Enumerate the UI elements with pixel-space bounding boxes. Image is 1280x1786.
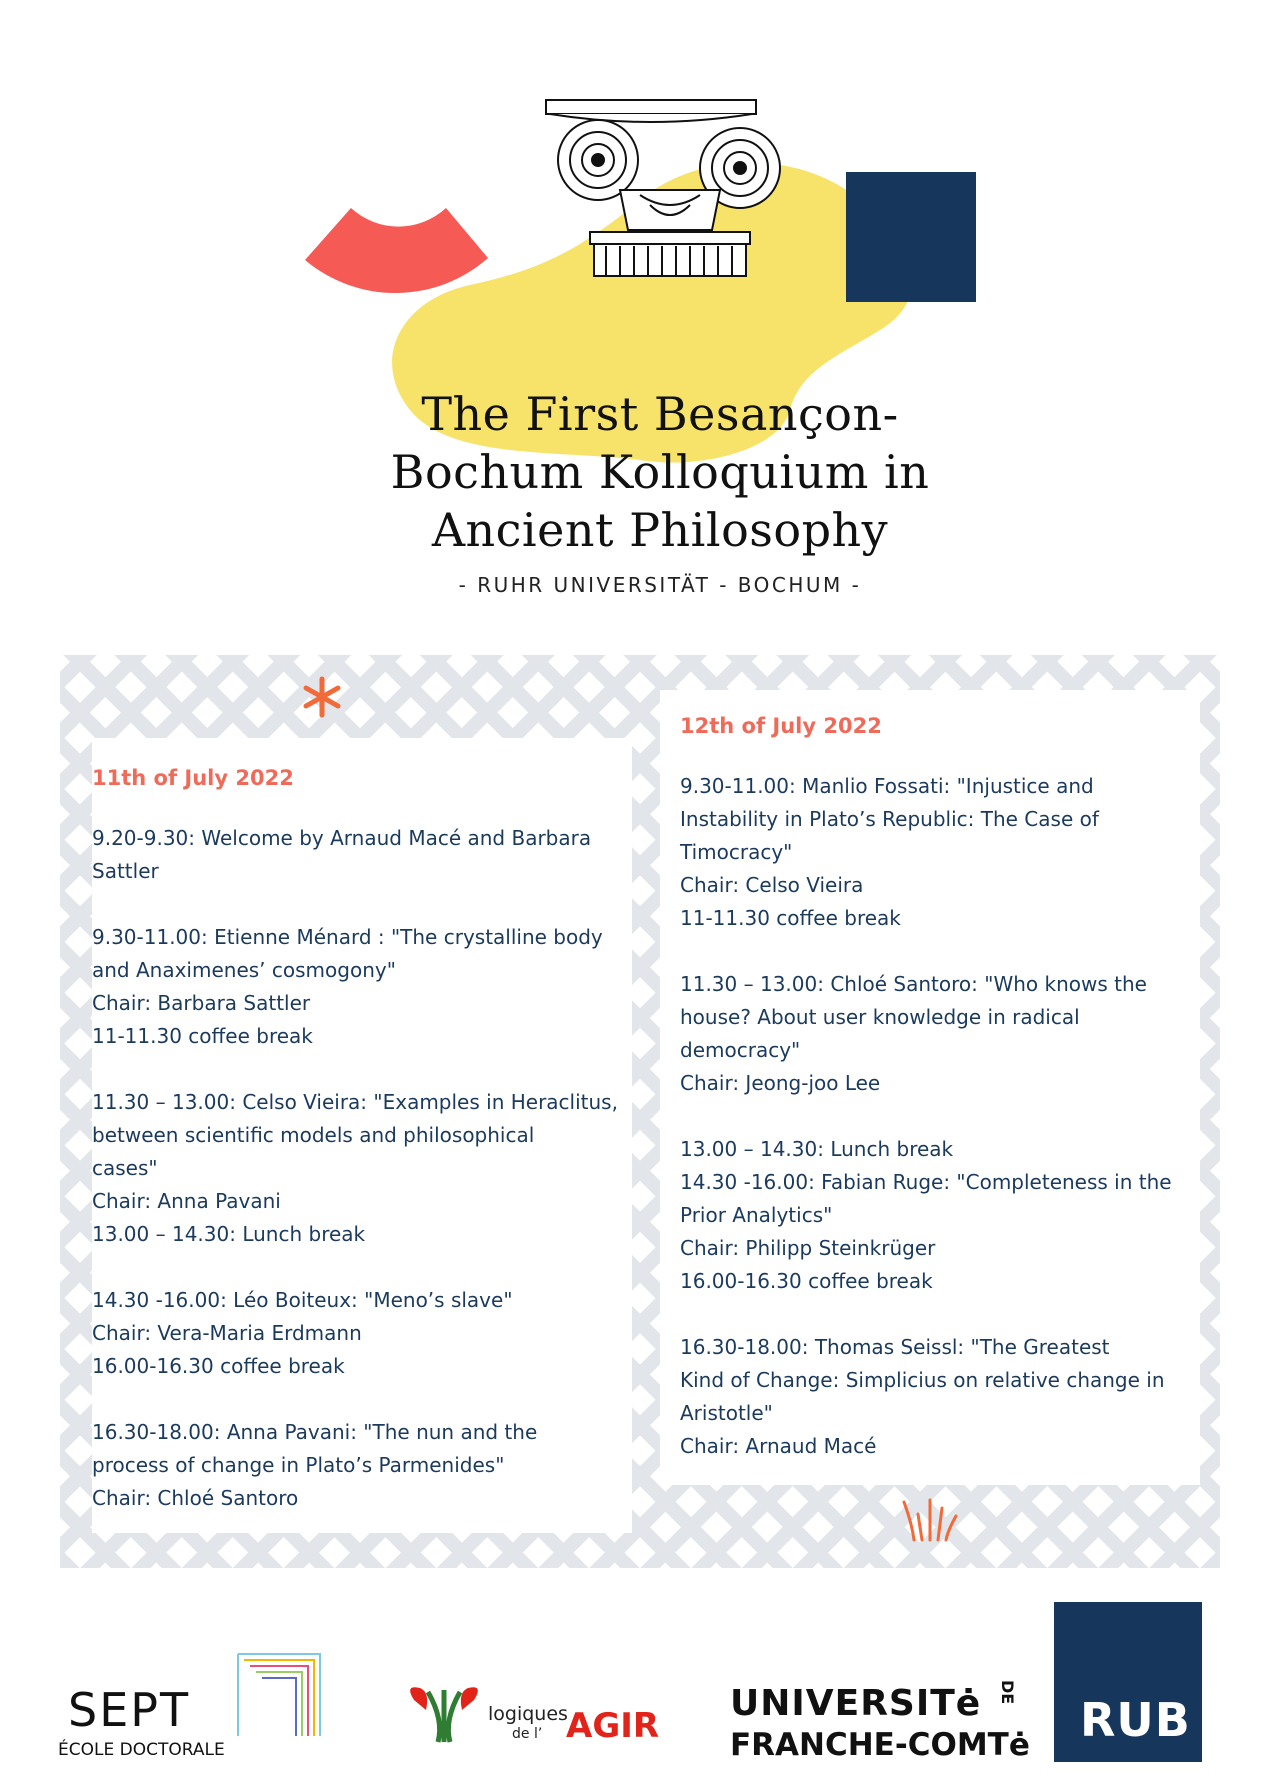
session-line: 11-11.30 coffee break	[680, 906, 901, 930]
session-line: Sattler	[92, 859, 159, 883]
session-line: 13.00 – 14.30: Lunch break	[680, 1137, 954, 1161]
session-line: 14.30 -16.00: Fabian Ruge: "Completeness in the	[680, 1170, 1172, 1194]
session-line: Chair: Jeong-joo Lee	[680, 1071, 881, 1095]
title-block	[300, 385, 1020, 597]
day2-heading: 12th of July 2022	[680, 714, 882, 738]
agir-text: AGIR	[566, 1706, 660, 1746]
logiques-de-text: de l’	[512, 1726, 543, 1742]
session-line: 11.30 – 13.00: Chloé Santoro: "Who knows the	[680, 972, 1147, 996]
session-line: and Anaximenes’ cosmogony"	[92, 958, 396, 982]
session-line: Prior Analytics"	[680, 1203, 833, 1227]
title-line-2: Bochum Kolloquium in	[390, 445, 930, 499]
session-line: between scientific models and philosophical	[92, 1123, 535, 1147]
day1-session-1	[92, 822, 632, 888]
session-line: 13.00 – 14.30: Lunch break	[92, 1222, 366, 1246]
session-line: cases"	[92, 1156, 158, 1180]
session-line: Chair: Barbara Sattler	[92, 991, 311, 1015]
rub-logo-text: RUB	[1080, 1693, 1191, 1747]
session-line: 11-11.30 coffee break	[92, 1024, 313, 1048]
ufc-logo-line2: FRANCHE-COMTė	[730, 1727, 1030, 1763]
session-line: Chair: Chloé Santoro	[92, 1486, 299, 1510]
subtitle: - RUHR UNIVERSITÄT - BOCHUM -	[458, 573, 862, 597]
navy-square	[846, 172, 976, 302]
day2-session-3	[680, 1133, 1200, 1298]
session-line: Timocracy"	[680, 840, 793, 864]
day1-session-4	[92, 1284, 632, 1383]
session-line: Chair: Philipp Steinkrüger	[680, 1236, 936, 1260]
day2-panel	[660, 690, 1200, 1485]
session-line: 11.30 – 13.00: Celso Vieira: "Examples in Heraclitus,	[92, 1090, 618, 1114]
day1-session-2	[92, 921, 632, 1053]
session-line: house? About user knowledge in radical	[680, 1005, 1080, 1029]
session-line: Chair: Vera-Maria Erdmann	[92, 1321, 362, 1345]
day1-session-3	[92, 1086, 632, 1251]
session-line: 16.30-18.00: Thomas Seissl: "The Greatest	[680, 1335, 1110, 1359]
title-line-1: The First Besançon-	[421, 387, 899, 441]
session-line: Chair: Anna Pavani	[92, 1189, 281, 1213]
session-line: 9.30-11.00: Manlio Fossati: "Injustice and	[680, 774, 1094, 798]
day1-session-5	[92, 1416, 632, 1515]
session-line: Chair: Arnaud Macé	[680, 1434, 877, 1458]
session-line: 16.00-16.30 coffee break	[680, 1269, 933, 1293]
logiques-text: logiques	[488, 1703, 568, 1725]
session-line: Instability in Plato’s Republic: The Case of	[680, 807, 1099, 831]
session-line: 16.00-16.30 coffee break	[92, 1354, 345, 1378]
session-line: 14.30 -16.00: Léo Boiteux: "Meno’s slave"	[92, 1288, 513, 1312]
title-line-3: Ancient Philosophy	[431, 503, 889, 557]
sept-logo-text: SEPT	[68, 1683, 191, 1737]
session-line: Chair: Celso Vieira	[680, 873, 864, 897]
sept-squares-icon	[236, 1652, 322, 1738]
ufc-logo-line1: UNIVERSITė	[730, 1683, 982, 1724]
session-line: 9.20-9.30: Welcome by Arnaud Macé and Barbara	[92, 826, 592, 850]
session-line: Kind of Change: Simplicius on relative change in	[680, 1368, 1165, 1392]
day1-panel	[92, 738, 632, 1533]
ufc-logo-de: DE	[998, 1680, 1017, 1705]
day2-session-4	[680, 1331, 1200, 1463]
day1-heading: 11th of July 2022	[92, 766, 294, 790]
session-line: 9.30-11.00: Etienne Ménard : "The crystalline body	[92, 925, 603, 949]
session-line: 16.30-18.00: Anna Pavani: "The nun and the	[92, 1420, 538, 1444]
rays-icon	[900, 1494, 960, 1546]
logiques-agir-icon	[404, 1680, 484, 1744]
session-line: democracy"	[680, 1038, 801, 1062]
day2-session-1	[680, 770, 1200, 935]
day2-session-2	[680, 968, 1200, 1100]
asterisk-icon	[300, 675, 344, 719]
coral-arc	[305, 208, 488, 293]
session-line: Aristotle"	[680, 1401, 773, 1425]
sept-logo-subtitle: ÉCOLE DOCTORALE	[58, 1740, 225, 1760]
session-line: process of change in Plato’s Parmenides"	[92, 1453, 505, 1477]
